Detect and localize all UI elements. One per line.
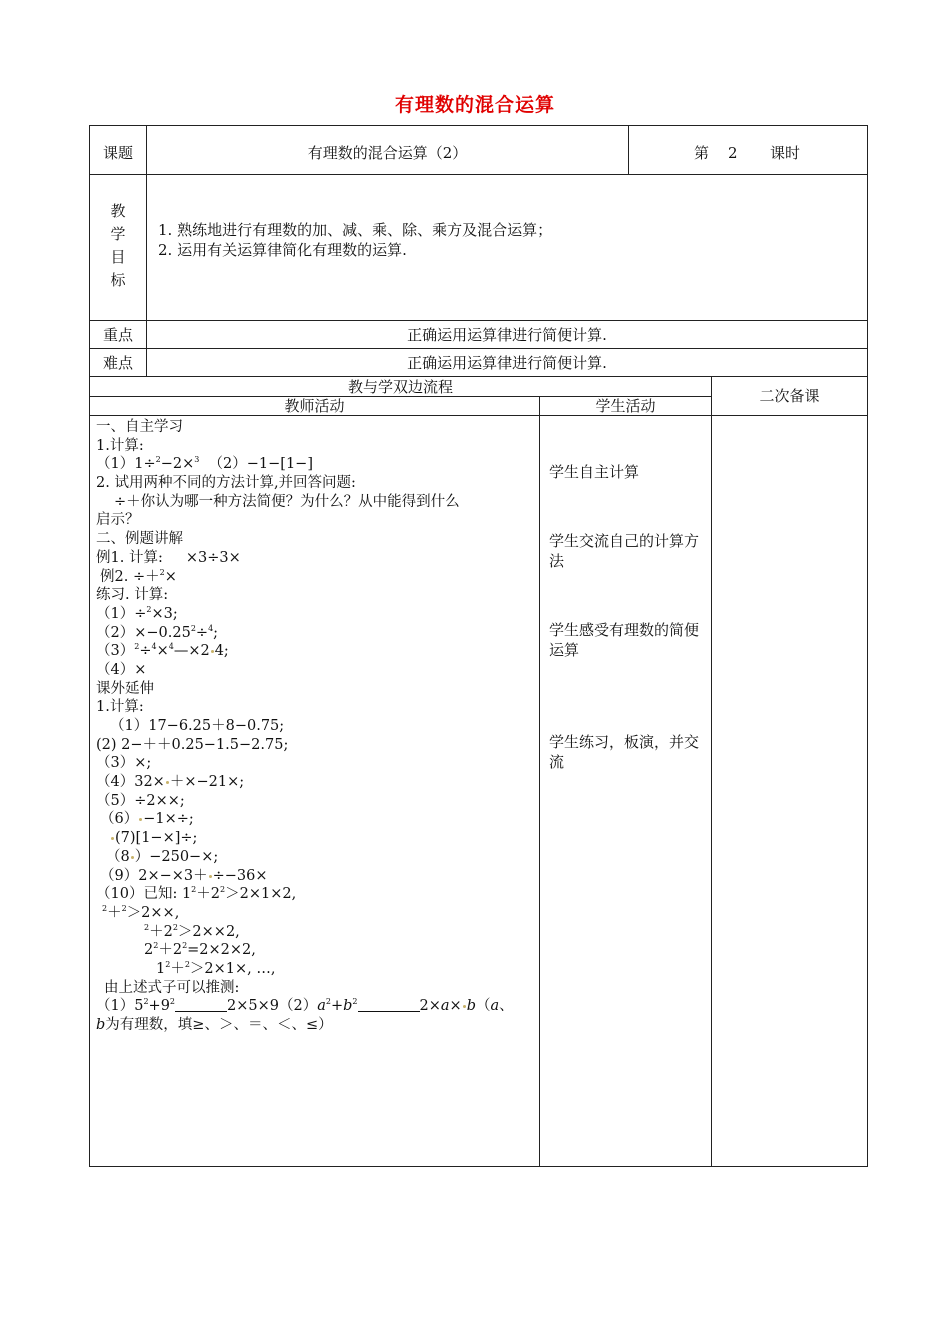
lesson-word-2: 课时 xyxy=(770,144,801,162)
student-column-header: 学生活动 xyxy=(595,397,656,415)
objectives-label: 教 学 目 标 xyxy=(110,202,126,289)
objective-2: 2. 运用有关运算律简化有理数的运算. xyxy=(158,241,407,259)
self-study-q2-text: ÷＋你认为哪一种方法简便？为什么？从中能得到什么 xyxy=(114,493,460,510)
extension-8: （8 ）−250−×; xyxy=(106,848,219,865)
key-point-text: 正确运用运算律进行简便计算. xyxy=(407,326,607,344)
process-heading: 教与学双边流程 xyxy=(347,378,453,396)
extension-5: （5）÷2××; xyxy=(96,792,185,809)
blank-2 xyxy=(358,997,420,1012)
self-study-q1: 1.计算: xyxy=(96,437,144,454)
key-point-label: 重点 xyxy=(102,326,133,344)
practice-title: 练习. 计算: xyxy=(96,587,169,604)
section-examples: 二、例题讲解 xyxy=(96,531,183,548)
practice-3: $(3)^2\div^4\times^4—\times 2$ 4; xyxy=(96,642,229,660)
pattern-row-4: $1^2+^2>2\times 1\times$, …, xyxy=(156,959,276,977)
practice-2: $(2)\times-0.25^2\div^4$; xyxy=(96,623,219,641)
extension-10: （10）已知: $1^2+2^2>2\times 1\times 2$, xyxy=(96,885,297,903)
extension-1: （1）17−6.25＋8−0.75; xyxy=(110,718,285,734)
topic-label: 课题 xyxy=(102,144,133,162)
pattern-row-2: $^2+2^2>2\times\times 2$, xyxy=(144,922,240,940)
student-activity-1: 学生自主计算 xyxy=(549,463,640,481)
fill-in-instruction: b为有理数，填≥、＞、＝、＜、≤） xyxy=(96,1017,333,1033)
topic-value: 有理数的混合运算（2） xyxy=(307,144,468,162)
extension-9: （9）2×−×3＋ ÷−36× xyxy=(100,867,268,884)
lesson-word-1: 第 xyxy=(694,144,710,162)
practice-1: （1）÷$^2$×3; xyxy=(96,604,178,622)
extension-6: （6） −1×÷; xyxy=(100,811,194,828)
student-activity-4: 学生练习，板演，并交流 xyxy=(549,733,700,771)
section-extension: 课外延伸 xyxy=(96,680,154,697)
inference-line: 由上述式子可以推测: xyxy=(104,979,240,996)
prep-column-header: 二次备课 xyxy=(759,387,820,405)
teacher-activity: 一、自主学习 1.计算: （1）1÷$^2$−2×$^3$ （2）−1−[1−] 2. 试用两种不同的方法计算,并回答问题: ÷＋你认为哪一种方法简便？为什么？从中能得到什么 启示？ 二、例题讲解 例1. 计算: ×3÷3× 例2. ÷＋$^2$× 练习. 计算: （1）÷$^2$×3; $(2)\times-0.25^2\div^4$; $(3)^2\div^4\times^4—\times 2$ 4; （4）× 课外延伸 1.计算: （1）17−6.25＋8−0.75; (2) 2−＋＋0.25−1.5−2.75; （3）×; （4）32× ＋×−21×; （5）÷2××; （6） −1×÷; (7)[1−×]÷; （8 ）−250−×; （9）2×−×3＋ ÷−36× （10）已知: $1^2+2^2>2\times 1\times 2$, $^2$＋$^2$＞2××, $^2+2^2>2\times\times 2$, $2^2+2^2=2\times 2\times 2$, $1^2+^2>2\times 1\times$, …, 由上述式子可以推测: $(1)5^2+9^2$ $2\times 5\times 9(2)a^2+b^2$ 2×a× b（a、 b为有理数，填≥、＞、＝、＜、≤） xyxy=(96,418,536,1035)
difficult-point-label: 难点 xyxy=(102,354,133,372)
objective-1: 1. 熟练地进行有理数的加、减、乘、除、乘方及混合运算； xyxy=(158,221,553,239)
difficult-point-text: 正确运用运算律进行简便计算. xyxy=(407,354,607,372)
blank-1 xyxy=(175,997,227,1012)
fill-in-line: $(1)5^2+9^2$ $2\times 5\times 9(2)a^2+b^2$ 2×a× b（a、 xyxy=(96,997,514,1015)
teacher-column-header: 教师活动 xyxy=(284,397,345,415)
extension-7: (7)[1−×]÷; xyxy=(96,829,536,848)
self-study-q2: 2. 试用两种不同的方法计算,并回答问题: xyxy=(96,475,356,492)
example-1: 例1. 计算: ×3÷3× xyxy=(96,549,241,566)
pattern-row-1: $^2$＋$^2$＞2××, xyxy=(102,903,180,921)
student-activity-3: 学生感受有理数的简便运算 xyxy=(549,621,700,659)
extension-2: (2) 2−＋＋0.25−1.5−2.75; xyxy=(96,736,289,753)
student-activity-2: 学生交流自己的计算方法 xyxy=(549,532,700,570)
pattern-row-3: $2^2+2^2=2\times 2\times 2$, xyxy=(144,941,256,959)
self-study-q1-expr: （1）1÷$^2$−2×$^3$ （2）−1−[1−] xyxy=(96,455,313,473)
extension-3: （3）×; xyxy=(96,755,152,772)
practice-4: （4）× xyxy=(96,661,147,678)
extension-4: （4）32× ＋×−21×; xyxy=(96,774,245,791)
document-title: 有理数的混合运算 xyxy=(394,94,555,116)
extension-q: 1.计算: xyxy=(96,699,144,716)
lesson-number: 2 xyxy=(728,144,738,162)
example-2: 例2. ÷＋$^2$× xyxy=(100,567,177,585)
section-self-study: 一、自主学习 xyxy=(96,419,183,435)
